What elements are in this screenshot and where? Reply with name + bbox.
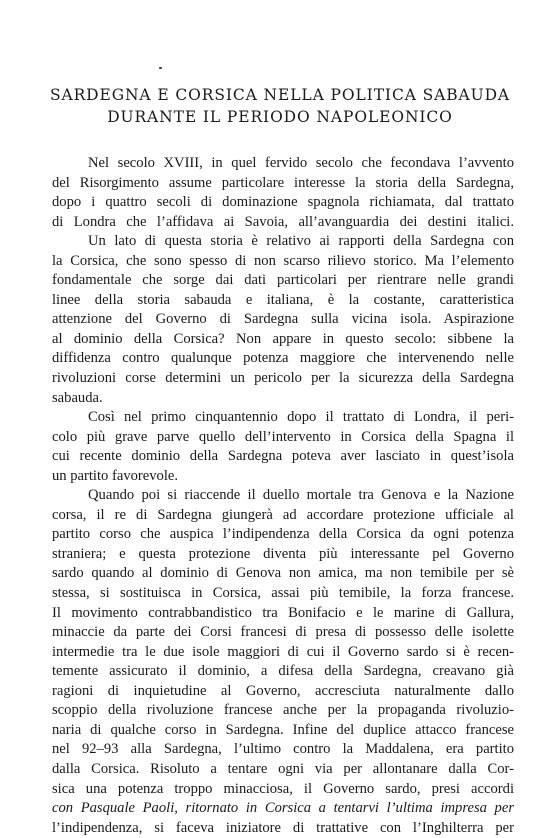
text-line: dalla Corsica. Risoluto a tentare ogni via per allontanare dalla Cor- [52, 760, 514, 777]
text-line: minaccie da parte dei Corsi francesi di presa di possesso delle isolette [52, 624, 514, 641]
text-line: l’indipendenza, si faceva iniziatore di trattative con l’Inghilterra per [52, 819, 514, 836]
text-line: un partito favorevole. [52, 467, 179, 484]
text-line: attenzione del Governo di Sardegna sulla vicina isola. Aspirazione [52, 311, 514, 328]
text-line: corsa, il re di Sardegna giungerà ad accordare protezione ufficiale al [52, 506, 514, 523]
text-line: al dominio della Corsica? Non appare in questo secolo: sibbene la [52, 330, 514, 347]
paragraph-4 [52, 486, 514, 838]
chapter-title-line-1: SARDEGNA E CORSICA NELLA POLITICA SABAUDA [49, 86, 511, 104]
chapter-title [40, 84, 520, 128]
text-line: Così nel primo cinquantennio dopo il trattato di Londra, il peri- [88, 409, 514, 426]
text-line: temente assicurato il dominio, a difesa della Sardegna, creavano già [52, 663, 514, 680]
text-line: sabauda. [52, 389, 103, 406]
paragraph-2 [52, 232, 514, 408]
chapter-title-line-2: DURANTE IL PERIODO NAPOLEONICO [107, 108, 453, 126]
text-line: colo più grave parve quello dell’intervento in Corsica della Spagna il [52, 428, 514, 445]
text-line: naria di qualche corso in Sardegna. Infine del duplice attacco francese [52, 721, 514, 738]
paragraph-1 [52, 154, 514, 232]
text-line: stessa, si sostituisca in Corsica, assai più temibile, la forza francese. [52, 585, 514, 602]
text-line: del Risorgimento assume particolare interesse la storia della Sardegna, [52, 174, 514, 191]
text-line: di Londra che l’affidava ai Savoia, all’avanguardia dei destini italici. [52, 213, 514, 230]
text-line: Nel secolo XVIII, in quel fervido secolo che fecondava l’avvento [88, 155, 514, 171]
ink-speck [159, 67, 162, 69]
text-line: rivoluzioni corse determini un pericolo per la sicurezza della Sardegna [52, 370, 514, 387]
text-line: la Corsica, che sono spesso di non scarso rilievo storico. Ma l’elemento [52, 252, 514, 269]
italic-text-line: con Pasquale Paoli, ritornato in Corsica a tentarvi l’ultima impresa per [52, 800, 514, 817]
text-line: sardo quando al dominio di Genova non amica, ma non temibile per sè [52, 565, 514, 582]
text-line: Quando poi si riaccende il duello mortale tra Genova e la Nazione [88, 487, 514, 504]
text-line: dopo i quattro secoli di dominazione spagnola richiamata, dal trattato [52, 194, 514, 211]
paragraph-3 [52, 408, 514, 486]
text-line: linee della storia sabauda e italiana, è la costante, caratteristica [52, 291, 514, 308]
text-line: intermedie tra le due isole maggiori di cui il Governo sardo si è recen- [52, 643, 514, 660]
text-line: straniera; e questa protezione diventa più interessante pel Governo [52, 545, 514, 562]
text-line: nel 92–93 alla Sardegna, l’ultimo contro la Maddalena, era partito [52, 741, 514, 758]
text-line: Il movimento contrabbandistico tra Bonifacio e le marine di Gallura, [52, 604, 514, 621]
text-line: cui recente dominio della Sardegna poteva aver lasciato in quest’isola [52, 448, 514, 465]
body-text [52, 154, 514, 838]
text-line: fondamentale che sorge dai dati particolari per rientrare nelle grandi [52, 272, 514, 289]
text-line: partito corso che auspica l’indipendenza della Corsica da ogni potenza [52, 526, 514, 543]
text-line: Un lato di questa storia è relativo ai rapporti della Sardegna con [88, 233, 514, 250]
text-line: diffidenza contro qualunque potenza maggiore che intervenendo nelle [52, 350, 514, 367]
text-line: sica una potenza troppo minacciosa, il Governo sardo, presi accordi [52, 780, 514, 797]
text-line: ragioni di inquietudine al Governo, accresciuta naturalmente dallo [52, 682, 514, 699]
text-line: scoppio della rivoluzione francese anche per la propaganda rivoluzio- [52, 702, 514, 719]
